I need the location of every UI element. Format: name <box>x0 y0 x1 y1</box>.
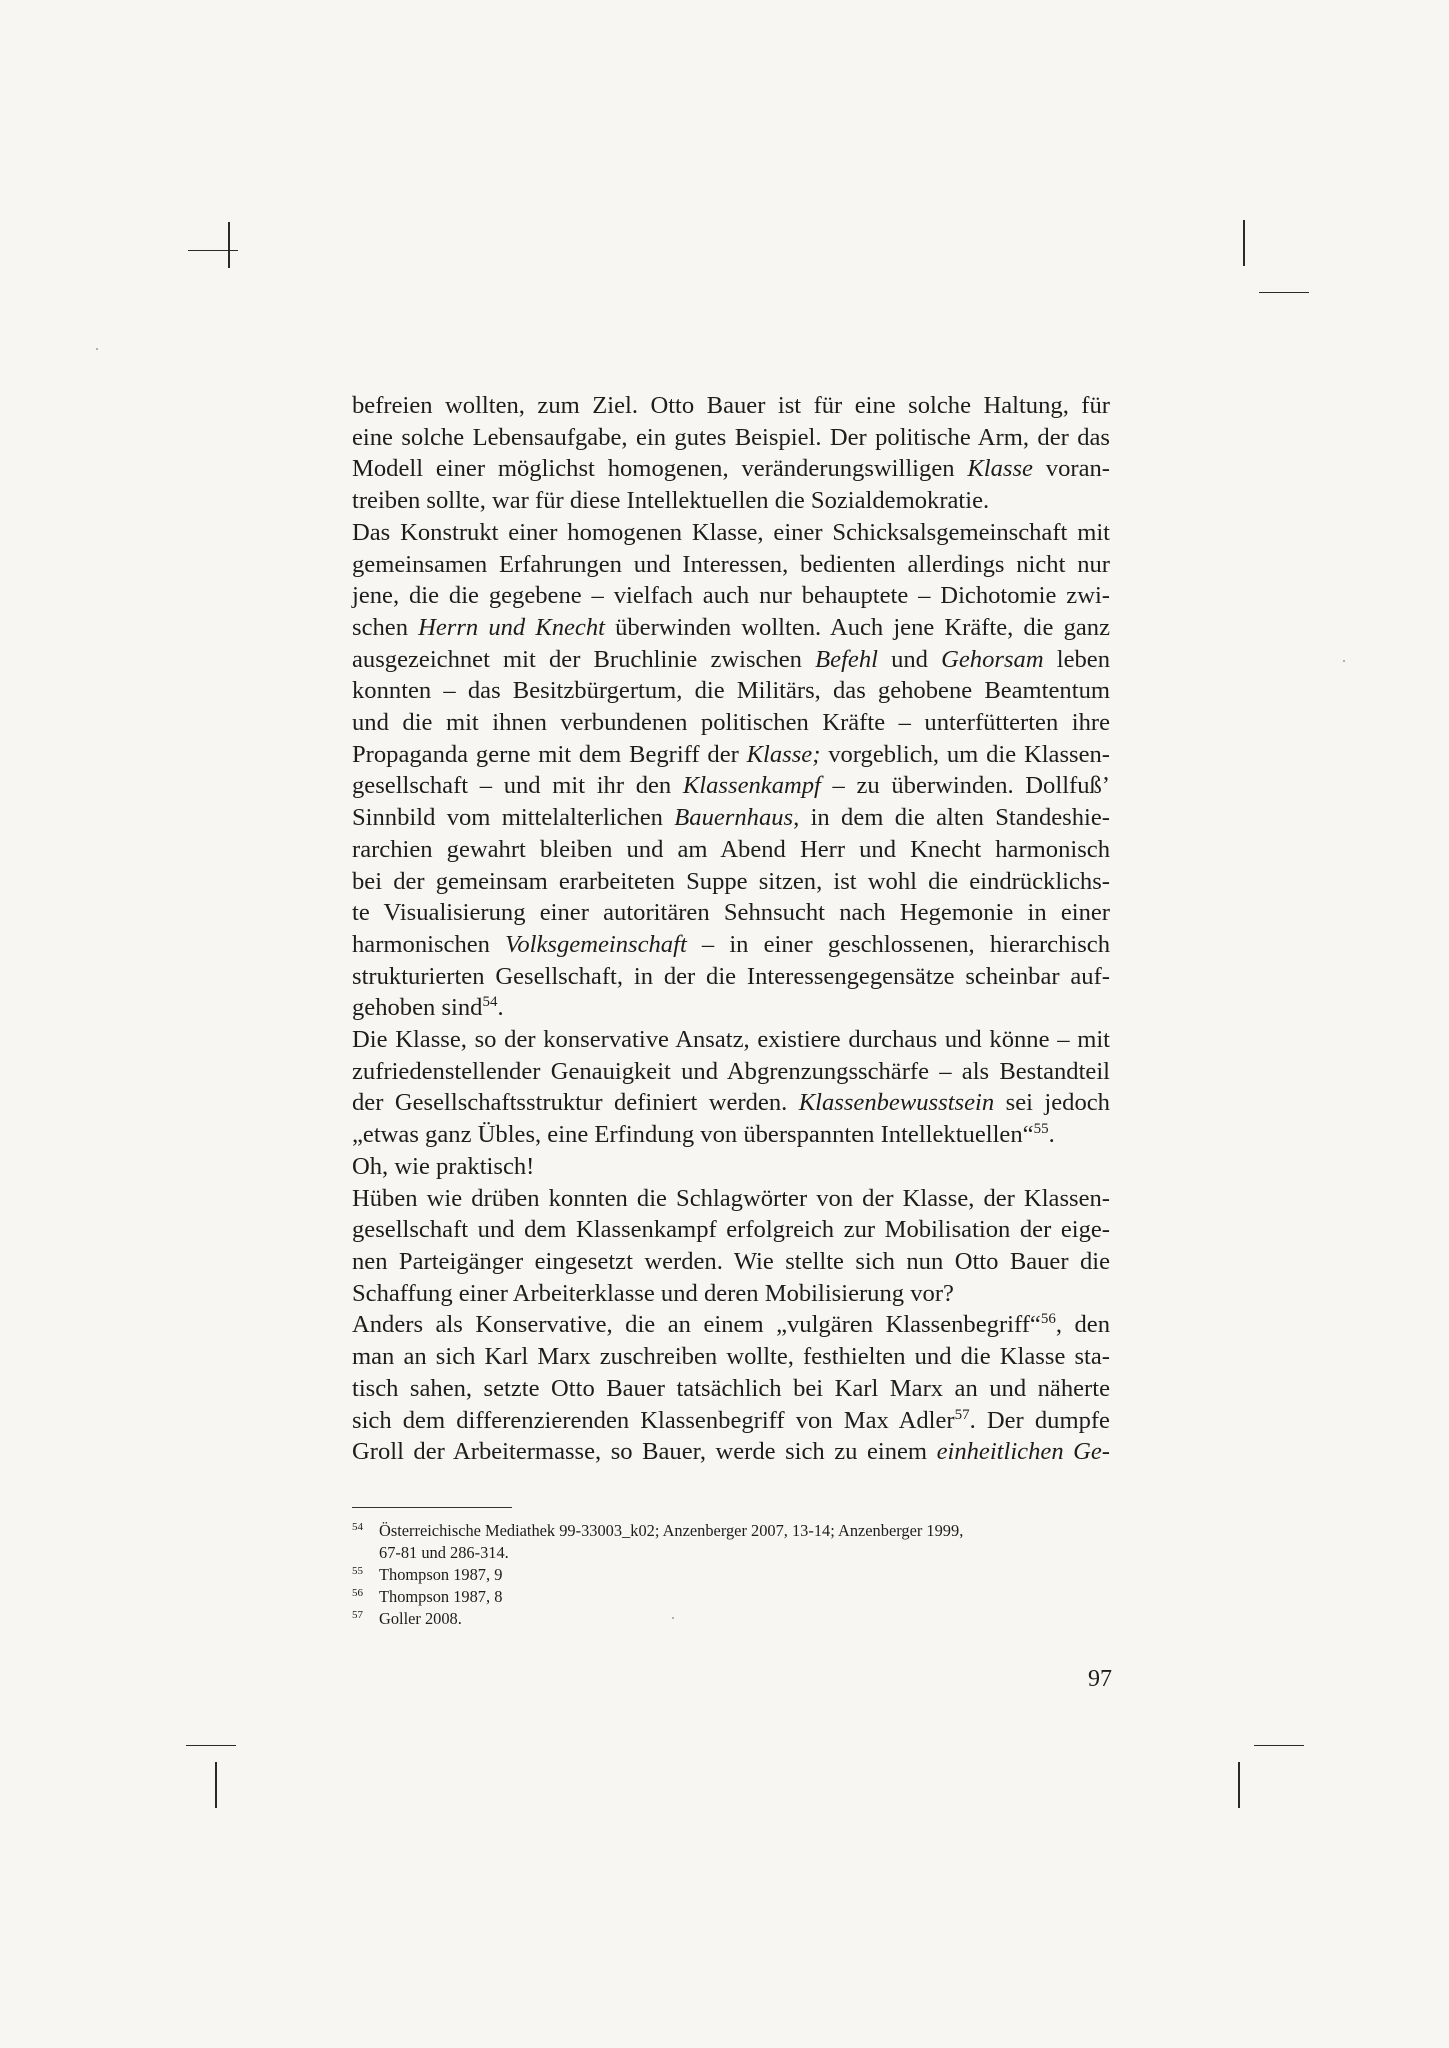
crop-mark-top-left-h <box>188 250 238 251</box>
emphasis-text: Klasse; <box>746 740 821 768</box>
line-text: ausgezeichnet mit der Bruchlinie zwischen <box>352 645 816 673</box>
page-number: 97 <box>1088 1666 1112 1692</box>
line-text: sich dem differenzierenden Klassenbegriff von Max Adler <box>352 1406 955 1434</box>
footnote-text: Österreichische Mediathek 99-33003_k02; Anzenberger 2007, 13-14; Anzenberger 1999, <box>379 1521 964 1540</box>
line-text: schen <box>352 613 419 641</box>
text-line <box>352 739 1110 771</box>
footnote-ref: 55 <box>1033 1121 1049 1138</box>
text-line <box>352 929 1110 961</box>
line-text: rarchien gewahrt bleiben und am Abend Herr und Knecht harmonisch <box>352 835 1110 863</box>
emphasis-text: Bauernhaus, <box>674 804 800 832</box>
crop-mark-top-right-v <box>1243 220 1245 266</box>
crop-mark-bottom-left-v <box>215 1762 217 1808</box>
text-line <box>352 770 1110 802</box>
emphasis-text: Klasse <box>967 455 1033 483</box>
line-text: Hüben wie drüben konnten die Schlagwörter von der Klasse, der Klassen- <box>352 1184 1110 1212</box>
crop-mark-top-left-v <box>228 222 230 268</box>
line-text: Die Klasse, so der konservative Ansatz, existiere durchaus und könne – mit <box>352 1026 1110 1054</box>
line-text: Anders als Konservative, die an einem „vulgären Klassenbegriff“ <box>352 1311 1041 1339</box>
text-line <box>352 992 1110 1024</box>
text-line <box>352 453 1110 485</box>
emphasis-text: einheitlichen Ge- <box>936 1438 1110 1466</box>
text-line <box>352 1183 1110 1215</box>
line-text: strukturierten Gesellschaft, in der die Interessengegensätze scheinbar auf- <box>352 962 1110 990</box>
footnote-text: Thompson 1987, 8 <box>379 1587 503 1606</box>
crop-mark-bottom-right-h <box>1254 1745 1304 1746</box>
text-line <box>352 422 1110 454</box>
footnote <box>352 1608 1110 1630</box>
line-text: Sinnbild vom mittelalterlichen <box>352 804 675 832</box>
line-text: . Der dumpfe <box>969 1406 1110 1434</box>
paragraph <box>352 1309 1110 1468</box>
footnote-text: Goller 2008. <box>379 1609 462 1628</box>
text-line <box>352 1436 1110 1468</box>
footnote <box>352 1586 1110 1608</box>
paragraph <box>352 1183 1110 1310</box>
text-line <box>352 1151 1110 1183</box>
text-line <box>352 802 1110 834</box>
line-text: befreien wollten, zum Ziel. Otto Bauer ist für eine solche Haltung, für <box>352 392 1110 419</box>
text-line <box>352 612 1110 644</box>
line-text: tisch sahen, setzte Otto Bauer tatsächlich bei Karl Marx an und näherte <box>352 1374 1110 1402</box>
footnote-text: 67-81 und 286-314. <box>379 1543 509 1562</box>
footnotes <box>352 1520 1110 1630</box>
text-line <box>352 834 1110 866</box>
text-line <box>352 1309 1110 1341</box>
line-text: überwinden wollten. Auch jene Kräfte, die ganz <box>604 613 1111 641</box>
footnote-text: Thompson 1987, 9 <box>379 1565 503 1584</box>
line-text: – in einer geschlossenen, hierarchisch <box>686 930 1110 958</box>
line-text: harmonischen <box>352 930 506 958</box>
line-text: eine solche Lebensaufgabe, ein gutes Beispiel. Der politische Arm, der das <box>352 423 1110 451</box>
scan-speck <box>1343 660 1345 662</box>
line-text: Oh, wie praktisch! <box>352 1152 535 1180</box>
line-text: gehoben sind <box>352 994 483 1022</box>
line-text: leben <box>1043 645 1111 673</box>
line-text: gesellschaft – und mit ihr den <box>352 772 683 800</box>
emphasis-text: Klassenkampf <box>682 772 821 800</box>
scan-speck <box>96 348 98 350</box>
emphasis-text: Klassenbewusstsein <box>798 1089 995 1117</box>
line-text: treiben sollte, war für diese Intellektuellen die Sozialdemokratie. <box>352 487 990 515</box>
text-line <box>352 1373 1110 1405</box>
line-text: , den <box>1055 1311 1111 1339</box>
line-text: . <box>497 994 504 1022</box>
footnote <box>352 1564 1110 1586</box>
footnote-number: 55 <box>352 1565 363 1577</box>
line-text: gemeinsamen Erfahrungen und Interessen, bedienten allerdings nicht nur <box>352 550 1110 578</box>
text-line <box>352 390 1110 422</box>
text-line <box>352 1246 1110 1278</box>
paragraph <box>352 390 1110 517</box>
body-text <box>352 390 1110 1468</box>
footnote-separator <box>352 1507 512 1508</box>
text-line <box>352 1024 1110 1056</box>
text-line <box>352 675 1110 707</box>
text-line <box>352 485 1110 517</box>
text-line <box>352 866 1110 898</box>
text-line <box>352 1056 1110 1088</box>
emphasis-text: Gehorsam <box>941 645 1044 673</box>
footnote-number: 57 <box>352 1609 363 1621</box>
paragraph <box>352 1024 1110 1183</box>
text-line <box>352 897 1110 929</box>
footnote-ref: 57 <box>954 1406 970 1423</box>
line-text: – zu überwinden. Dollfuß’ <box>820 772 1110 800</box>
footnote-ref: 56 <box>1040 1311 1056 1328</box>
text-line <box>352 1341 1110 1373</box>
line-text: konnten – das Besitzbürgertum, die Militärs, das gehobene Beamtentum <box>352 677 1110 705</box>
line-text: gesellschaft und dem Klassenkampf erfolgreich zur Mobilisation der eige- <box>352 1216 1110 1244</box>
line-text: jene, die die gegebene – vielfach auch nur behauptete – Dichotomie zwi- <box>352 582 1110 610</box>
text-line <box>352 549 1110 581</box>
line-text: Propaganda gerne mit dem Begriff der <box>352 740 747 768</box>
line-text: der Gesellschaftsstruktur definiert werden. <box>352 1089 799 1117</box>
crop-mark-bottom-right-v <box>1238 1762 1240 1808</box>
line-text: Groll der Arbeitermasse, so Bauer, werde sich zu einem <box>352 1438 937 1466</box>
line-text: zufriedenstellender Genauigkeit und Abgrenzungsschärfe – als Bestandteil <box>352 1057 1110 1085</box>
line-text: man an sich Karl Marx zuschreiben wollte, festhielten und die Klasse sta- <box>352 1343 1110 1371</box>
footnote-number: 56 <box>352 1587 363 1599</box>
line-text: „etwas ganz Übles, eine Erfindung von überspannten Intellektuellen“ <box>352 1121 1034 1149</box>
text-line <box>352 1087 1110 1119</box>
emphasis-text: Volksgemeinschaft <box>505 930 687 958</box>
text-line <box>352 1119 1110 1151</box>
text-line <box>352 1214 1110 1246</box>
text-line <box>352 580 1110 612</box>
paragraph <box>352 517 1110 1024</box>
line-text: in dem die alten Standeshie- <box>799 804 1110 832</box>
text-line <box>352 517 1110 549</box>
text-line <box>352 1405 1110 1437</box>
line-text: . <box>1048 1121 1055 1149</box>
text-line <box>352 644 1110 676</box>
emphasis-text: Herrn und Knecht <box>418 613 605 641</box>
line-text: und die mit ihnen verbundenen politischen Kräfte – unterfütterten ihre <box>352 709 1110 737</box>
footnote-ref: 54 <box>482 994 498 1011</box>
text-line <box>352 707 1110 739</box>
crop-mark-bottom-left-h <box>186 1745 236 1746</box>
line-text: nen Parteigänger eingesetzt werden. Wie stellte sich nun Otto Bauer die <box>352 1247 1110 1275</box>
emphasis-text: Befehl <box>815 645 878 673</box>
line-text: voran- <box>1032 455 1110 483</box>
footnote-number: 54 <box>352 1521 363 1533</box>
text-line <box>352 1278 1110 1310</box>
text-line <box>352 961 1110 993</box>
line-text: bei der gemeinsam erarbeiteten Suppe sitzen, ist wohl die eindrücklichs- <box>352 867 1110 895</box>
line-text: Das Konstrukt einer homogenen Klasse, einer Schicksalsgemeinschaft mit <box>352 518 1110 546</box>
footnote <box>352 1520 1110 1564</box>
line-text: und <box>877 645 942 673</box>
crop-mark-top-right-h <box>1259 292 1309 293</box>
line-text: sei jedoch <box>994 1089 1110 1117</box>
line-text: Modell einer möglichst homogenen, veränderungswilligen <box>352 455 968 483</box>
line-text: vorgeblich, um die Klassen- <box>820 740 1110 768</box>
line-text: Schaffung einer Arbeiterklasse und deren Mobilisierung vor? <box>352 1279 954 1307</box>
line-text: te Visualisierung einer autoritären Sehnsucht nach Hegemonie in einer <box>352 899 1110 927</box>
